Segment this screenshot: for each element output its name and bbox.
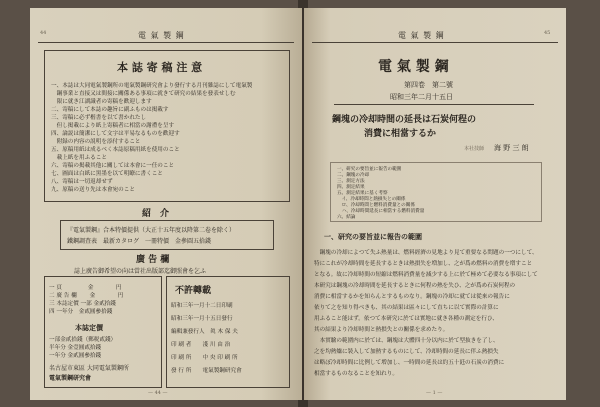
right-header-rule <box>312 42 558 43</box>
left-running-header: 電 氣 製 鋼 <box>138 31 185 40</box>
body-line: 特にこれが冷却時間を延長するときは熱損失を増加し、之が爲め燃料の消費を増すこと <box>314 261 533 267</box>
toc-list <box>337 166 424 220</box>
right-footer-number: — 1 — <box>426 390 443 396</box>
toc-item: 一、研究の要旨並に報告の範圍 <box>337 167 402 172</box>
notice-line: 五、原稿用紙は成るべく本誌原稿用紙を使用のこと <box>51 147 180 153</box>
ad-intro: 誌上廣告御希望の向は當社出版部迄御照會を乞ふ <box>74 268 207 275</box>
subscription-line: 一部金貳拾錢（郵税貳錢） <box>49 337 117 343</box>
notice-title: 本 誌 寄 稿 注 意 <box>117 61 203 74</box>
ad-rate-line: 一 頁 金 円 <box>49 285 122 291</box>
toc-item: 六、結論 <box>337 215 356 220</box>
author-affiliation: 本社技師 <box>464 146 485 152</box>
body-line: 用ふること能はず。依つて本研究に於ては實地に就き各種の測定を行ひ、 <box>314 316 498 322</box>
toc-item: イ、冷却時間と熱損失との關係 <box>337 197 406 202</box>
colophon-line: 發 行 所 電氣製鋼研究會 <box>171 368 242 374</box>
article-title-line-2: 消費に相當するか <box>364 129 437 139</box>
body-line: 其の結果より冷却時間と熱損失との關係を求めたり。 <box>314 327 449 333</box>
toc-item: 四、測定結果 <box>337 185 365 190</box>
notice-line: 載上紙を用ふること <box>51 155 107 161</box>
right-running-header: 電 氣 製 鋼 <box>398 31 445 40</box>
notice-line: 二、寄稿にして本誌の趣旨に副ふものは掲載す <box>51 107 169 113</box>
colophon-line: 編輯兼發行人 眞 木 保 夫 <box>171 329 238 335</box>
ad-rates-box <box>44 276 162 388</box>
colophon-line: 印 刷 者 淺 川 由 治 <box>171 342 231 348</box>
notice-line: 但し掲載により紙上寄稿者に相當の謝禮を呈す <box>51 123 175 129</box>
notice-line: 四、論説は簡潔にして文字は平易なるものを歡迎す <box>51 131 180 137</box>
colophon-line: 昭和三年一月十五日發行 <box>171 316 233 322</box>
notice-box <box>44 50 290 202</box>
right-page <box>304 8 566 400</box>
toc-box <box>330 162 542 222</box>
body-line: 本研究は鋼塊の冷却時間を延長するときに何程の熱を失ひ、之が爲め石炭何程の <box>314 283 516 289</box>
subscription-title: 本誌定價 <box>75 323 103 332</box>
publisher-line: 名古屋市東區 大同電氣製鋼所 <box>49 365 129 372</box>
colophon-line: 昭和三年一月十二日印刷 <box>171 303 233 309</box>
notice-line: 一、本誌は大同電氣製鋼所の電氣製鋼研究會より發行する月刊雜誌にして電氣製 <box>51 83 253 89</box>
intro-title: 紹 介 <box>142 209 170 219</box>
toc-item: ハ、冷却時間延長に相當する燃料消費量 <box>337 209 425 214</box>
body-line: 本實驗の範圍内に於ては、鋼塊は大體四十分以内に於て型抜きを了し、 <box>314 338 499 344</box>
left-page <box>30 8 302 400</box>
notice-line: 八、寄稿は一切返却せず <box>51 179 113 185</box>
notice-line: 九、原稿の送り先は本會宛のこと <box>51 187 135 193</box>
ad-rate-line: 四 一年分 金貳圓參拾錢 <box>49 309 113 315</box>
body-line: は略ぼ冷却時間に比例して増加し、一時間の延長は約五十瓩の石炭の消費に <box>314 360 505 366</box>
ad-title: 廣 告 欄 <box>136 255 170 265</box>
notice-lines <box>51 81 283 193</box>
colophon-title: 不許轉載 <box>175 286 212 296</box>
toc-item: 三、測定方法 <box>337 179 365 184</box>
author-name: 海 野 三 朗 <box>494 144 529 152</box>
body-line: 消費に相當するかを知らんとするものなり。鋼塊の冷却に就ては從來の報告に <box>314 294 510 300</box>
colophon-lines <box>171 301 285 379</box>
toc-item: 五、測定結果に基く考察 <box>337 191 388 196</box>
intro-line: 鐵鋼調査表 最新カタログ 一冊特價 金參圓五拾錢 <box>67 238 212 245</box>
issue-date: 昭和三年二月十五日 <box>390 93 453 101</box>
subscription-lines <box>49 335 157 359</box>
toc-item: 二、鋼塊の冷却 <box>337 173 370 178</box>
ad-rate-line: 二 廣 告 欄 金 円 <box>49 293 124 299</box>
publisher-note: 電氣製鋼研究會 <box>49 375 92 382</box>
journal-title: 電 氣 製 鋼 <box>378 59 449 75</box>
notice-line: 六、寄稿の掲載其他に關しては本會に一任のこと <box>51 163 175 169</box>
subscription-line: 一年分 金貳圓參拾錢 <box>49 353 102 359</box>
body-line: 之を均熱爐に裝入して加熱するものにして、冷却時間の延長に伴ふ熱損失 <box>314 349 499 355</box>
article-body <box>314 248 558 380</box>
left-page-number: 44 <box>40 30 47 36</box>
notice-line: 限に就き江湖識者の寄稿を歡迎します <box>51 99 152 105</box>
notice-line: 三、寄稿に必ず楷書を以て書かれたし <box>51 115 147 121</box>
article-title-line-1: 鋼塊の冷却時間の延長は石炭何程の <box>332 115 477 125</box>
subscription-line: 半年分 金壹圓貳拾錢 <box>49 345 102 351</box>
notice-line: 七、圖面は白紙に黑墨を以て明瞭に書くこと <box>51 171 163 177</box>
colophon-line: 印 刷 所 中 央 印 刷 所 <box>171 355 238 361</box>
body-line: 相當するものなることを知れり。 <box>314 371 398 377</box>
body-line: 鋼塊の冷却によつて失ふ熱量は、燃料經濟の見地より見て重要なる問題の一つにして、 <box>314 250 538 256</box>
ad-rate-lines <box>49 283 157 315</box>
section-heading: 一、研究の要旨並に報告の範圍 <box>324 232 422 241</box>
body-line: 依りて之を知り得べきも、其の結果は區々にして直ちに以て實際の計算に <box>314 305 499 311</box>
colophon-box <box>166 276 290 388</box>
intro-line: 『電氣製鋼』合本特價提供（大正十五年度以降第二卷を除く） <box>67 227 236 234</box>
right-page-number: 45 <box>544 30 551 36</box>
intro-box <box>60 220 274 250</box>
body-line: となる。故に冷却時間の短縮は燃料消費量を減少する上に於て極めて必要なる事項にして <box>314 272 538 278</box>
toc-item: ロ、冷却時間と燃料消費量との關係 <box>337 203 415 208</box>
left-header-rule <box>38 42 294 43</box>
notice-line: 附録の内容の説明を添付すること <box>51 139 141 145</box>
notice-line: 鋼事業と直接又は間接に關係ある事項に就きて研究の結果を發表せしむ <box>51 91 236 97</box>
title-rule <box>334 104 534 105</box>
ad-rate-line: 三 本誌定價 一部 金貳拾錢 <box>49 301 116 307</box>
volume-number: 第四卷 第二號 <box>404 81 453 89</box>
left-footer-number: — 44 — <box>148 390 168 396</box>
